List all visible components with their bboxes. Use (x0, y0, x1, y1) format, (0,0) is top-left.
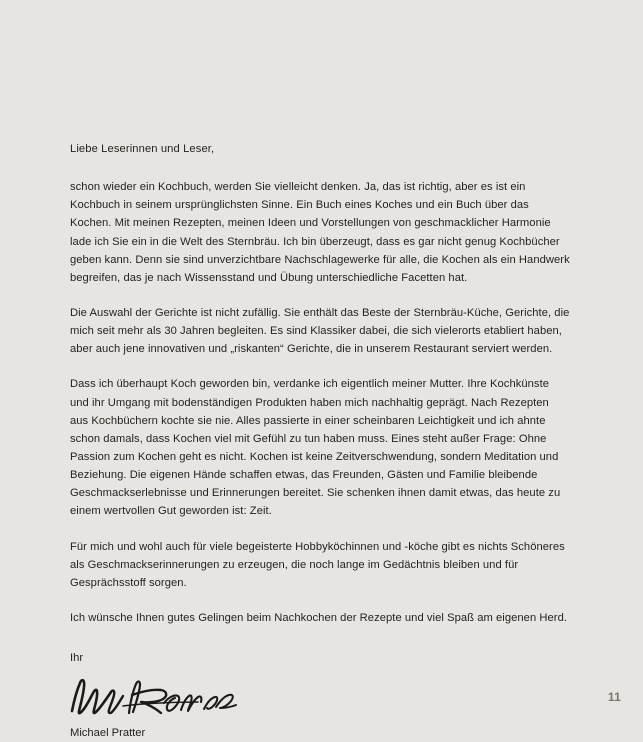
letter-body (70, 140, 570, 742)
letter-paragraph: Die Auswahl der Gerichte ist nicht zufällig. Sie enthält das Beste der Sternbräu-Küche, Gerichte, die mich seit mehr als 30 Jahren begleiten. Es sind Klassiker dabei, die sich vielerorts etabliert haben, aber auch jene innovativen und „riskanten“ Gerichte, die in unserem Restaurant serviert werden. (70, 306, 570, 356)
handwritten-signature-icon (68, 673, 238, 725)
page-number: 11 (607, 690, 621, 704)
letter-paragraph: schon wieder ein Kochbuch, werden Sie vielleicht denken. Ja, das ist richtig, aber es ist ein Kochbuch in seinem ursprünglichsten Sinne. Ein Buch eines Koches und ein Buch über das Kochen. Mit meinen Rezepten, meinen Ideen und Vorstellungen von geschmacklicher Harmonie lade ich Sie ein in die Welt des Sternbräu. Ich bin überzeugt, dass es gar nicht genug Kochbücher geben kann. Denn sie sind unverzichtbare Nachschlagewerke für alle, die Kochen als ein Handwerk begreifen, das je nach Wissensstand und Übung unterschiedliche Facetten hat. (70, 181, 570, 284)
letter-paragraph: Für mich und wohl auch für viele begeisterte Hobbyköchinnen und -köche gibt es nichts Schöneres als Geschmackserinnerungen zu erzeugen, die noch lange im Gedächtnis bleiben und für Gesprächsstoff sorgen. (70, 540, 565, 589)
signature-block (70, 673, 570, 725)
signature-name: Michael Pratter (70, 727, 146, 740)
letter-salutation: Liebe Leserinnen und Leser, (70, 143, 215, 155)
letter-paragraph: Ich wünsche Ihnen gutes Gelingen beim Nachkochen der Rezepte und viel Spaß am eigenen Herd. (70, 611, 568, 624)
letter-closing: Ihr (70, 652, 84, 665)
letter-paragraph: Dass ich überhaupt Koch geworden bin, verdanke ich eigentlich meiner Mutter. Ihre Kochkünste und ihr Umgang mit bodenständigen Produkten haben mich nachhaltig geprägt. Nach Rezepten aus Kochbüchern kochte sie nie. Alles passierte in einer scheinbaren Leichtigkeit und ich ahnte schon damals, dass Kochen viel mit Gefühl zu tun haben muss. Eines steht außer Frage: Ohne Passion zum Kochen geht es nicht. Kochen ist keine Zeitverschwendung, sondern Meditation und Beziehung. Die eigenen Hände schaffen etwas, das Freunden, Gästen und Familie bleibende Geschmackserlebnisse und Erinnerungen bereitet. Sie schenken ihnen damit etwas, das heute zu einem wertvollen Gut geworden ist: Zeit. (70, 378, 561, 518)
